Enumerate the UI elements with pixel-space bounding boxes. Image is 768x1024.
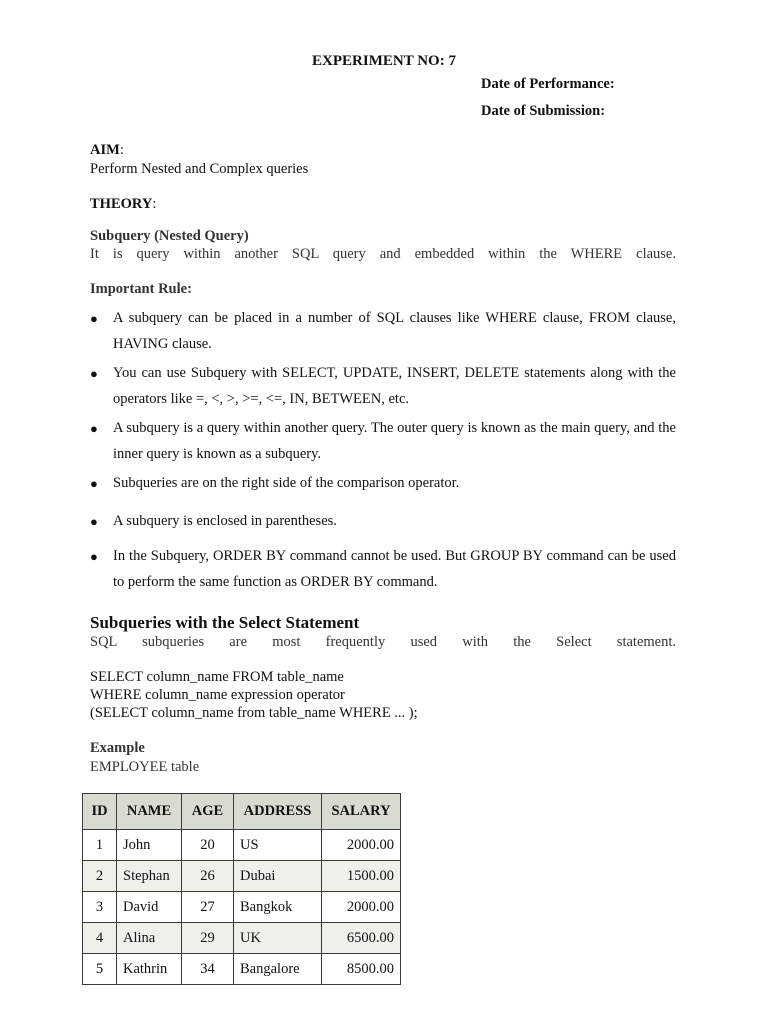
experiment-title: EXPERIMENT NO: 7 bbox=[312, 53, 456, 69]
cell-id: 2 bbox=[83, 861, 117, 892]
cell-id: 5 bbox=[83, 954, 117, 985]
theory-heading bbox=[90, 196, 156, 213]
sql-line: WHERE column_name expression operator bbox=[90, 687, 345, 703]
column-header-salary: SALARY bbox=[322, 794, 401, 830]
example-label: Example bbox=[90, 740, 145, 756]
sql-line: SELECT column_name FROM table_name bbox=[90, 669, 344, 685]
table-row bbox=[83, 830, 401, 861]
rule-text: You can use Subquery with SELECT, UPDATE, INSERT, DELETE statements along with the operators like =, <, >, >=, <=, IN, BETWEEN, etc. bbox=[113, 365, 676, 407]
list-item bbox=[90, 471, 676, 497]
cell-salary: 8500.00 bbox=[322, 954, 401, 985]
theory-label: THEORY bbox=[90, 196, 153, 212]
rule-text: A subquery is enclosed in parentheses. bbox=[113, 512, 337, 529]
important-rules-list bbox=[90, 306, 676, 595]
sql-syntax-block bbox=[90, 668, 418, 722]
cell-name: John bbox=[117, 830, 182, 861]
cell-name: Stephan bbox=[117, 861, 182, 892]
theory-colon: : bbox=[152, 196, 157, 212]
list-item bbox=[90, 361, 676, 412]
bullet-icon: ● bbox=[90, 513, 98, 529]
cell-address: UK bbox=[234, 923, 322, 954]
table-caption: EMPLOYEE table bbox=[90, 759, 200, 775]
cell-id: 1 bbox=[83, 830, 117, 861]
select-section-heading: Subqueries with the Select Statement bbox=[90, 613, 360, 632]
column-header-address: ADDRESS bbox=[234, 794, 322, 830]
bullet-icon: ● bbox=[90, 421, 98, 436]
column-header-id: ID bbox=[83, 794, 117, 830]
cell-name: Kathrin bbox=[117, 954, 182, 985]
table-row bbox=[83, 923, 401, 954]
table-row bbox=[83, 954, 401, 985]
cell-name: Alina bbox=[117, 923, 182, 954]
sql-line: (SELECT column_name from table_name WHERE ... ); bbox=[90, 705, 418, 721]
column-header-name: NAME bbox=[117, 794, 182, 830]
cell-age: 29 bbox=[182, 923, 234, 954]
rule-text: Subqueries are on the right side of the comparison operator. bbox=[113, 475, 460, 491]
list-item bbox=[90, 306, 676, 357]
cell-salary: 2000.00 bbox=[322, 892, 401, 923]
aim-colon: : bbox=[119, 142, 124, 158]
cell-salary: 6500.00 bbox=[322, 923, 401, 954]
column-header-age: AGE bbox=[182, 794, 234, 830]
table-header-row bbox=[83, 794, 401, 830]
bullet-icon: ● bbox=[90, 366, 98, 381]
subquery-heading: Subquery (Nested Query) bbox=[90, 228, 249, 244]
cell-address: US bbox=[234, 830, 322, 861]
cell-age: 34 bbox=[182, 954, 234, 985]
subquery-definition: It is query within another SQL query and embedded within the WHERE clause. bbox=[90, 246, 676, 262]
rule-text: In the Subquery, ORDER BY command cannot be used. But GROUP BY command can be used to perform the same function as ORDER BY command. bbox=[113, 548, 676, 590]
bullet-icon: ● bbox=[90, 549, 98, 564]
aim-label: AIM bbox=[90, 142, 120, 158]
bullet-icon: ● bbox=[90, 311, 98, 326]
date-of-submission-label: Date of Submission: bbox=[481, 103, 606, 119]
important-rule-heading: Important Rule: bbox=[90, 281, 192, 297]
cell-id: 3 bbox=[83, 892, 117, 923]
list-item bbox=[90, 544, 676, 595]
rule-text: A subquery can be placed in a number of SQL clauses like WHERE clause, FROM clause, HAVING clause. bbox=[113, 310, 676, 352]
cell-age: 27 bbox=[182, 892, 234, 923]
cell-address: Bangkok bbox=[234, 892, 322, 923]
cell-name: David bbox=[117, 892, 182, 923]
cell-id: 4 bbox=[83, 923, 117, 954]
cell-salary: 1500.00 bbox=[322, 861, 401, 892]
select-section-intro: SQL subqueries are most frequently used with the Select statement. bbox=[90, 634, 676, 650]
list-item bbox=[90, 416, 676, 467]
date-of-performance-label: Date of Performance: bbox=[481, 76, 615, 92]
employee-table bbox=[82, 793, 401, 985]
cell-address: Dubai bbox=[234, 861, 322, 892]
list-item bbox=[90, 509, 676, 535]
aim-text: Perform Nested and Complex queries bbox=[90, 161, 309, 177]
rule-text: A subquery is a query within another query. The outer query is known as the main query, and the inner query is known as a subquery. bbox=[113, 420, 676, 462]
cell-address: Bangalore bbox=[234, 954, 322, 985]
aim-heading bbox=[90, 142, 124, 159]
cell-salary: 2000.00 bbox=[322, 830, 401, 861]
cell-age: 20 bbox=[182, 830, 234, 861]
table-row bbox=[83, 892, 401, 923]
table-row bbox=[83, 861, 401, 892]
bullet-icon: ● bbox=[90, 476, 98, 491]
cell-age: 26 bbox=[182, 861, 234, 892]
